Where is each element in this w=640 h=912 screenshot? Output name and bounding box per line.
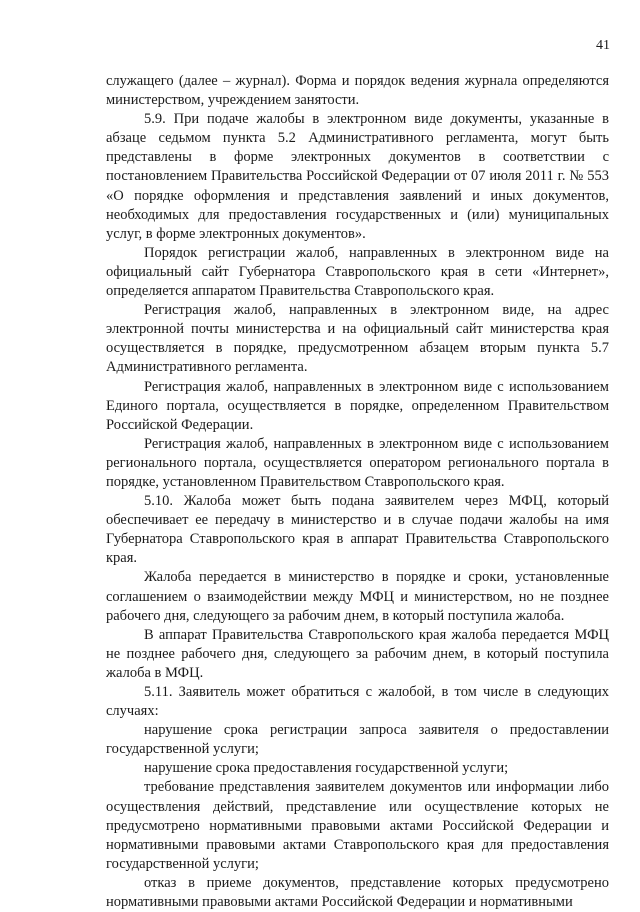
list-item: отказ в приеме документов, представление которых предусмотрено нормативными правовыми актами Российской Федерации и нормативными: [106, 874, 609, 911]
document-body: [106, 72, 609, 912]
paragraph: В аппарат Правительства Ставропольского края жалоба передается МФЦ не позднее рабочего дня, следующего за рабочим днем, в который поступила жалоба в МФЦ.: [106, 626, 609, 681]
paragraph: 5.9. При подаче жалобы в электронном виде документы, указанные в абзаце седьмом пункта 5.2 Административного регламента, могут быть представлены в форме электронных документов в соответствии с постановлением Правительства Российской Федерации от 07 июля 2011 г. № 553 «О порядке оформления и представления заявлений и иных документов, необходимых для предоставления государственных и (или) муниципальных услуг, в форме электронных документов».: [106, 111, 609, 242]
list-item: требование представления заявителем документов или информации либо осуществления действий, представление или осуществление которых не предусмотрено нормативными правовыми актами Российской Федерации и нормативными правовыми актами Ставропольского края для предоставления государственной услуги;: [106, 779, 609, 872]
paragraph: служащего (далее – журнал). Форма и порядок ведения журнала определяются министерством, учреждением занятости.: [106, 73, 609, 109]
list-item: нарушение срока предоставления государственной услуги;: [144, 760, 509, 777]
list-item: нарушение срока регистрации запроса заявителя о предоставлении государственной услуги;: [106, 722, 609, 758]
paragraph: Регистрация жалоб, направленных в электронном виде, на адрес электронной почты министерства и на официальный сайт министерства края осуществляется в порядке, предусмотренном абзацем вторым пункта 5.7 Административного регламента.: [106, 302, 609, 376]
paragraph: 5.11. Заявитель может обратиться с жалобой, в том числе в следующих случаях:: [106, 684, 609, 720]
paragraph: Регистрация жалоб, направленных в электронном виде с использованием Единого портала, осуществляется в порядке, определенном Правительством Российской Федерации.: [106, 378, 609, 433]
paragraph: Порядок регистрации жалоб, направленных в электронном виде на официальный сайт Губернатора Ставропольского края в сети «Интернет», определяется аппаратом Правительства Ставропольского края.: [106, 244, 609, 300]
page-number: 41: [596, 38, 610, 53]
paragraph: Жалоба передается в министерство в порядке и сроки, установленные соглашением о взаимодействии между МФЦ и министерством, но не позднее рабочего дня, следующего за рабочим днем, в который поступила жалоба.: [106, 569, 609, 624]
paragraph: Регистрация жалоб, направленных в электронном виде с использованием регионального портала, осуществляется оператором регионального портала в порядке, установленном Правительством Ставропольского края.: [106, 435, 609, 490]
paragraph: 5.10. Жалоба может быть подана заявителем через МФЦ, который обеспечивает ее передачу в министерство и в случае подачи жалобы на имя Губернатора Ставропольского края в аппарат Правительства Ставропольского края.: [106, 493, 609, 567]
